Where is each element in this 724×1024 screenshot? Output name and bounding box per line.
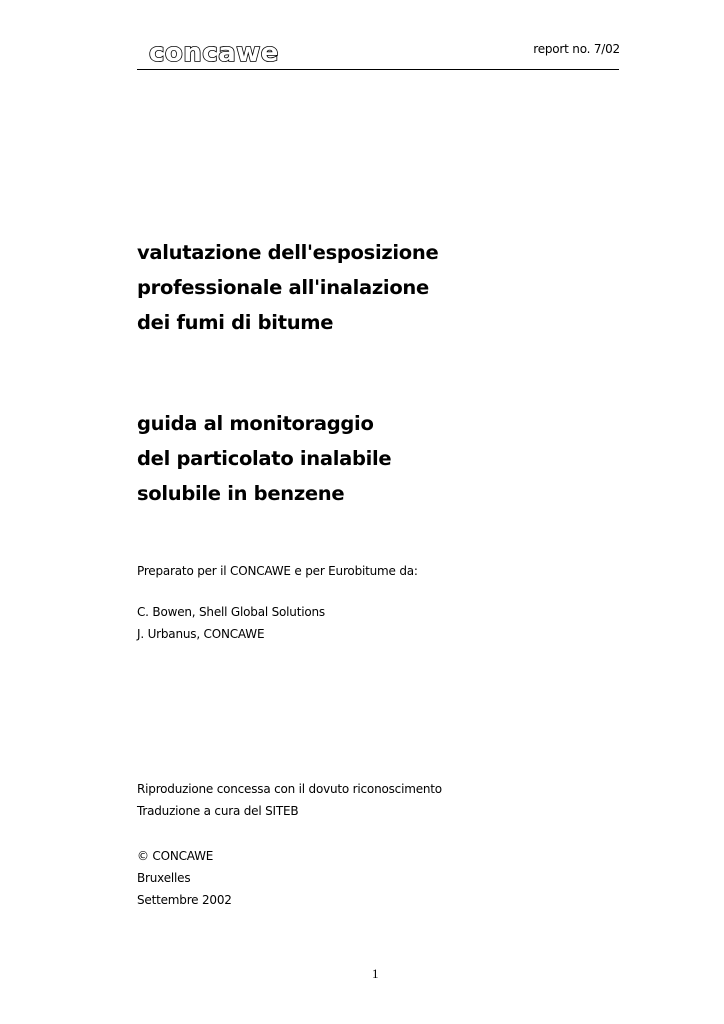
title-line: dei fumi di bitume	[137, 311, 334, 334]
prepared-by: Preparato per il CONCAWE e per Eurobitume da:	[137, 564, 418, 578]
page-number: 1	[372, 966, 379, 981]
header-divider	[137, 69, 619, 70]
document-title	[137, 235, 657, 340]
subtitle-line: del particolato inalabile	[137, 447, 392, 470]
svg-text:concawe: concawe	[149, 38, 279, 68]
title-line: professionale all'inalazione	[137, 276, 429, 299]
concawe-logo	[147, 38, 287, 68]
subtitle-line: solubile in benzene	[137, 482, 345, 505]
report-number: report no. 7/02	[533, 42, 620, 56]
copyright-notice: © CONCAWE	[137, 849, 214, 863]
author: C. Bowen, Shell Global Solutions	[137, 605, 325, 619]
subtitle-line: guida al monitoraggio	[137, 412, 374, 435]
author: J. Urbanus, CONCAWE	[137, 627, 265, 641]
reproduction-text: Riproduzione concessa con il dovuto riconoscimento	[137, 782, 442, 796]
author-list	[137, 601, 325, 645]
publisher-info	[137, 845, 232, 911]
title-line: valutazione dell'esposizione	[137, 241, 439, 264]
publisher-city: Bruxelles	[137, 871, 191, 885]
reproduction-notice	[137, 778, 442, 822]
document-subtitle	[137, 406, 657, 511]
publication-date: Settembre 2002	[137, 893, 232, 907]
translation-credit: Traduzione a cura del SITEB	[137, 804, 299, 818]
